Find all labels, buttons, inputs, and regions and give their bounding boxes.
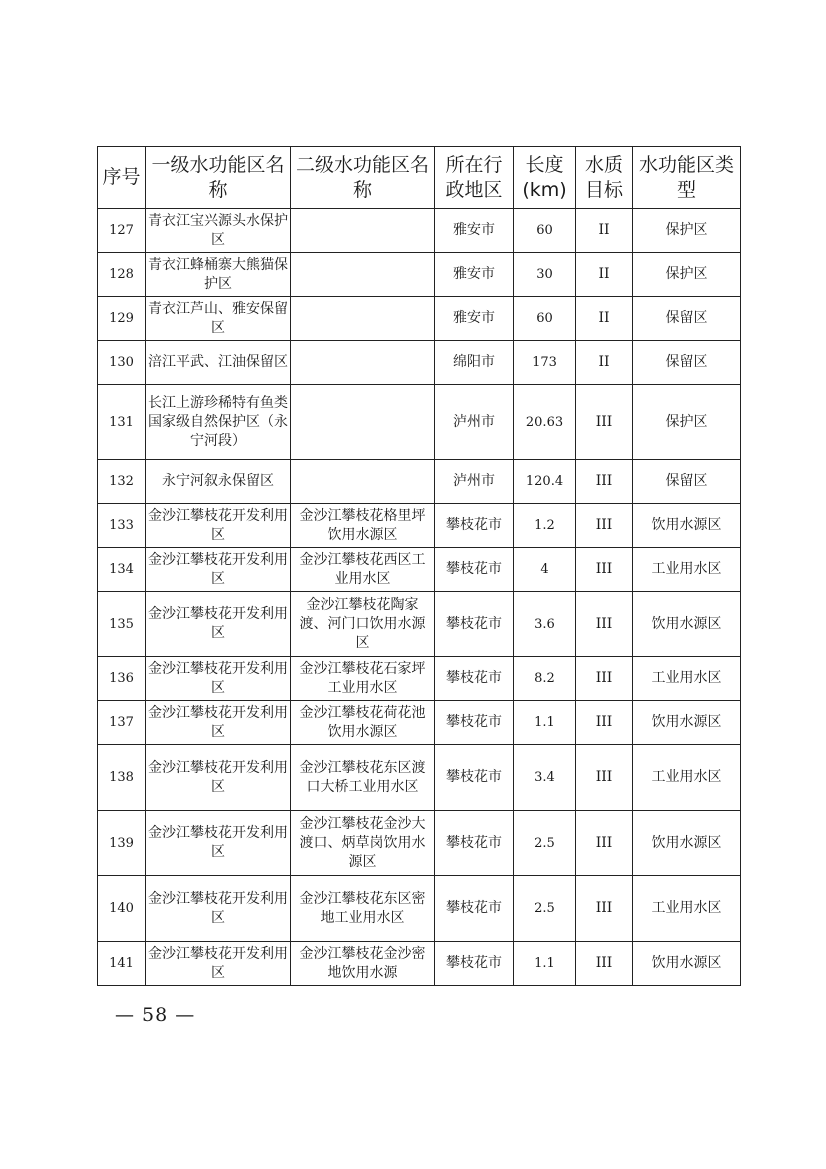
cell-seq: 134	[98, 548, 146, 592]
cell-primary-zone: 长江上游珍稀特有鱼类国家级自然保护区（永宁河段）	[146, 385, 291, 460]
table-row	[98, 504, 741, 548]
cell-primary-zone: 金沙江攀枝花开发利用区	[146, 876, 291, 942]
table-row	[98, 548, 741, 592]
cell-length: 30	[514, 253, 576, 297]
cell-region: 泸州市	[435, 460, 514, 504]
table-row	[98, 876, 741, 942]
cell-quality-target: III	[576, 460, 633, 504]
table-row	[98, 592, 741, 657]
header-secondary-zone: 二级水功能区名称	[291, 147, 435, 209]
cell-length: 1.1	[514, 942, 576, 986]
table-row	[98, 701, 741, 745]
cell-quality-target: II	[576, 341, 633, 385]
cell-seq: 135	[98, 592, 146, 657]
cell-secondary-zone	[291, 297, 435, 341]
cell-region: 攀枝花市	[435, 701, 514, 745]
cell-secondary-zone: 金沙江攀枝花东区密地工业用水区	[291, 876, 435, 942]
cell-seq: 133	[98, 504, 146, 548]
cell-zone-type: 保留区	[633, 341, 741, 385]
cell-secondary-zone: 金沙江攀枝花石家坪工业用水区	[291, 657, 435, 701]
header-quality-target: 水质目标	[576, 147, 633, 209]
cell-secondary-zone	[291, 385, 435, 460]
cell-primary-zone: 金沙江攀枝花开发利用区	[146, 811, 291, 876]
cell-quality-target: III	[576, 385, 633, 460]
cell-zone-type: 保护区	[633, 385, 741, 460]
table-row	[98, 341, 741, 385]
cell-secondary-zone: 金沙江攀枝花陶家渡、河门口饮用水源区	[291, 592, 435, 657]
cell-quality-target: III	[576, 504, 633, 548]
table-row	[98, 253, 741, 297]
cell-quality-target: III	[576, 548, 633, 592]
cell-region: 绵阳市	[435, 341, 514, 385]
cell-secondary-zone	[291, 209, 435, 253]
table-row	[98, 297, 741, 341]
cell-primary-zone: 永宁河叙永保留区	[146, 460, 291, 504]
cell-secondary-zone	[291, 253, 435, 297]
cell-secondary-zone: 金沙江攀枝花西区工业用水区	[291, 548, 435, 592]
cell-primary-zone: 涪江平武、江油保留区	[146, 341, 291, 385]
cell-length: 20.63	[514, 385, 576, 460]
cell-seq: 131	[98, 385, 146, 460]
cell-quality-target: III	[576, 745, 633, 811]
table-row	[98, 745, 741, 811]
cell-region: 泸州市	[435, 385, 514, 460]
cell-region: 攀枝花市	[435, 745, 514, 811]
cell-zone-type: 工业用水区	[633, 657, 741, 701]
cell-secondary-zone	[291, 341, 435, 385]
table-row	[98, 209, 741, 253]
header-region: 所在行政地区	[435, 147, 514, 209]
cell-zone-type: 饮用水源区	[633, 811, 741, 876]
cell-secondary-zone: 金沙江攀枝花金沙大渡口、炳草岗饮用水源区	[291, 811, 435, 876]
table-row	[98, 811, 741, 876]
cell-region: 攀枝花市	[435, 876, 514, 942]
cell-seq: 138	[98, 745, 146, 811]
cell-length: 2.5	[514, 876, 576, 942]
cell-primary-zone: 青衣江蜂桶寨大熊猫保护区	[146, 253, 291, 297]
cell-region: 攀枝花市	[435, 942, 514, 986]
cell-primary-zone: 金沙江攀枝花开发利用区	[146, 592, 291, 657]
cell-zone-type: 饮用水源区	[633, 701, 741, 745]
cell-length: 173	[514, 341, 576, 385]
cell-length: 8.2	[514, 657, 576, 701]
cell-seq: 129	[98, 297, 146, 341]
cell-zone-type: 饮用水源区	[633, 504, 741, 548]
header-seq: 序号	[98, 147, 146, 209]
cell-length: 1.2	[514, 504, 576, 548]
cell-seq: 132	[98, 460, 146, 504]
cell-quality-target: III	[576, 811, 633, 876]
water-function-zone-table	[97, 146, 741, 986]
cell-primary-zone: 金沙江攀枝花开发利用区	[146, 701, 291, 745]
cell-quality-target: II	[576, 209, 633, 253]
cell-primary-zone: 青衣江宝兴源头水保护区	[146, 209, 291, 253]
cell-primary-zone: 金沙江攀枝花开发利用区	[146, 942, 291, 986]
cell-quality-target: III	[576, 876, 633, 942]
cell-primary-zone: 金沙江攀枝花开发利用区	[146, 504, 291, 548]
table-row	[98, 460, 741, 504]
cell-seq: 139	[98, 811, 146, 876]
table-header-row	[98, 147, 741, 209]
cell-zone-type: 工业用水区	[633, 876, 741, 942]
cell-quality-target: III	[576, 942, 633, 986]
cell-length: 3.4	[514, 745, 576, 811]
cell-seq: 127	[98, 209, 146, 253]
cell-zone-type: 保留区	[633, 460, 741, 504]
cell-zone-type: 饮用水源区	[633, 942, 741, 986]
cell-seq: 137	[98, 701, 146, 745]
cell-seq: 128	[98, 253, 146, 297]
cell-primary-zone: 金沙江攀枝花开发利用区	[146, 745, 291, 811]
cell-zone-type: 保护区	[633, 253, 741, 297]
cell-seq: 136	[98, 657, 146, 701]
header-primary-zone: 一级水功能区名称	[146, 147, 291, 209]
cell-zone-type: 工业用水区	[633, 548, 741, 592]
cell-secondary-zone	[291, 460, 435, 504]
cell-secondary-zone: 金沙江攀枝花东区渡口大桥工业用水区	[291, 745, 435, 811]
cell-region: 攀枝花市	[435, 504, 514, 548]
cell-secondary-zone: 金沙江攀枝花格里坪饮用水源区	[291, 504, 435, 548]
table-row	[98, 385, 741, 460]
cell-zone-type: 保护区	[633, 209, 741, 253]
cell-length: 60	[514, 297, 576, 341]
cell-primary-zone: 金沙江攀枝花开发利用区	[146, 548, 291, 592]
cell-length: 60	[514, 209, 576, 253]
cell-quality-target: III	[576, 701, 633, 745]
cell-primary-zone: 青衣江芦山、雅安保留区	[146, 297, 291, 341]
cell-length: 120.4	[514, 460, 576, 504]
header-length: 长度(km)	[514, 147, 576, 209]
cell-region: 雅安市	[435, 253, 514, 297]
cell-primary-zone: 金沙江攀枝花开发利用区	[146, 657, 291, 701]
cell-length: 4	[514, 548, 576, 592]
cell-seq: 130	[98, 341, 146, 385]
cell-seq: 140	[98, 876, 146, 942]
cell-quality-target: II	[576, 297, 633, 341]
cell-secondary-zone: 金沙江攀枝花金沙密地饮用水源	[291, 942, 435, 986]
cell-quality-target: II	[576, 253, 633, 297]
cell-secondary-zone: 金沙江攀枝花荷花池饮用水源区	[291, 701, 435, 745]
cell-region: 雅安市	[435, 297, 514, 341]
cell-length: 3.6	[514, 592, 576, 657]
cell-quality-target: III	[576, 592, 633, 657]
cell-quality-target: III	[576, 657, 633, 701]
cell-region: 攀枝花市	[435, 657, 514, 701]
cell-zone-type: 保留区	[633, 297, 741, 341]
cell-region: 攀枝花市	[435, 592, 514, 657]
table-row	[98, 942, 741, 986]
page-number: — 58 —	[115, 1004, 196, 1026]
cell-zone-type: 工业用水区	[633, 745, 741, 811]
table-row	[98, 657, 741, 701]
cell-length: 1.1	[514, 701, 576, 745]
cell-seq: 141	[98, 942, 146, 986]
cell-region: 攀枝花市	[435, 548, 514, 592]
cell-region: 攀枝花市	[435, 811, 514, 876]
header-zone-type: 水功能区类型	[633, 147, 741, 209]
cell-zone-type: 饮用水源区	[633, 592, 741, 657]
cell-region: 雅安市	[435, 209, 514, 253]
cell-length: 2.5	[514, 811, 576, 876]
